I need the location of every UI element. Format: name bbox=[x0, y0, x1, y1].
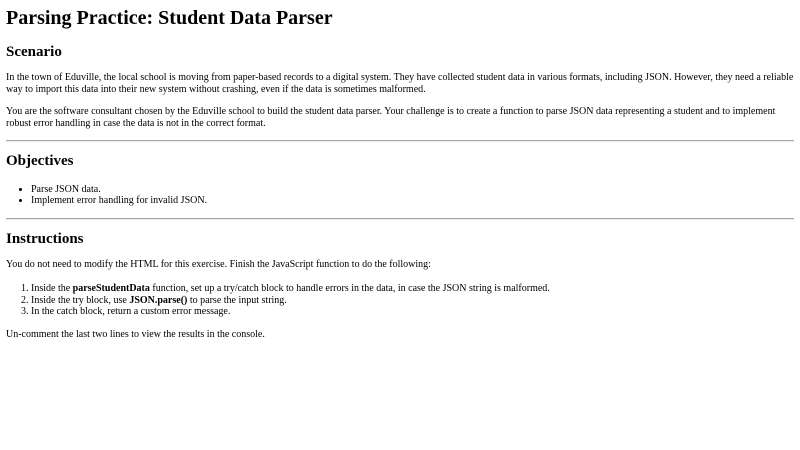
list-item bbox=[31, 295, 794, 307]
exercise-page bbox=[6, 7, 794, 340]
list-item: • Implement error handling for invalid JSON. bbox=[31, 195, 794, 207]
list-item bbox=[31, 283, 794, 295]
step-text: Inside the try block, use bbox=[31, 294, 130, 306]
page-title: Parsing Practice: Student Data Parser bbox=[6, 7, 333, 29]
instructions-footer: Un-comment the last two lines to view the results in the console. bbox=[6, 328, 265, 340]
step-text: to parse the input string. bbox=[187, 294, 287, 306]
objectives-list bbox=[6, 184, 794, 207]
step-code-term: JSON.parse() bbox=[129, 294, 188, 306]
instructions-heading: Instructions bbox=[6, 230, 84, 247]
list-item bbox=[31, 306, 794, 318]
step-text: function, set up a try/catch block to handle errors in the data, in case the JSON string is malformed. bbox=[149, 283, 550, 295]
section-divider bbox=[6, 140, 794, 142]
instructions-steps bbox=[6, 283, 794, 318]
section-scenario bbox=[6, 44, 794, 129]
section-objectives bbox=[6, 153, 794, 206]
scenario-paragraph-1: In the town of Eduville, the local school is moving from paper-based records to a digital system. They have collected student data in various formats, including JSON. However, they need a reliable way to import this data into their new system without crashing, even if the data is sometimes malformed. bbox=[6, 72, 794, 95]
section-instructions bbox=[6, 231, 794, 341]
instructions-intro: You do not need to modify the HTML for this exercise. Finish the JavaScript function to do the following: bbox=[6, 258, 431, 270]
section-divider bbox=[6, 218, 794, 220]
list-item: • Parse JSON data. bbox=[31, 184, 794, 196]
scenario-heading: Scenario bbox=[6, 44, 62, 60]
scenario-paragraph-2: You are the software consultant chosen by the Eduville school to build the student data parser. Your challenge is to create a function to parse JSON data representing a student and to implement robust error handling in case the data is not in the correct format. bbox=[6, 106, 776, 129]
objectives-heading: Objectives bbox=[6, 153, 74, 170]
step-text: Inside the bbox=[31, 283, 73, 295]
step-text: In the catch block, return a custom error message. bbox=[31, 306, 231, 318]
step-code-term: parseStudentData bbox=[72, 283, 150, 295]
